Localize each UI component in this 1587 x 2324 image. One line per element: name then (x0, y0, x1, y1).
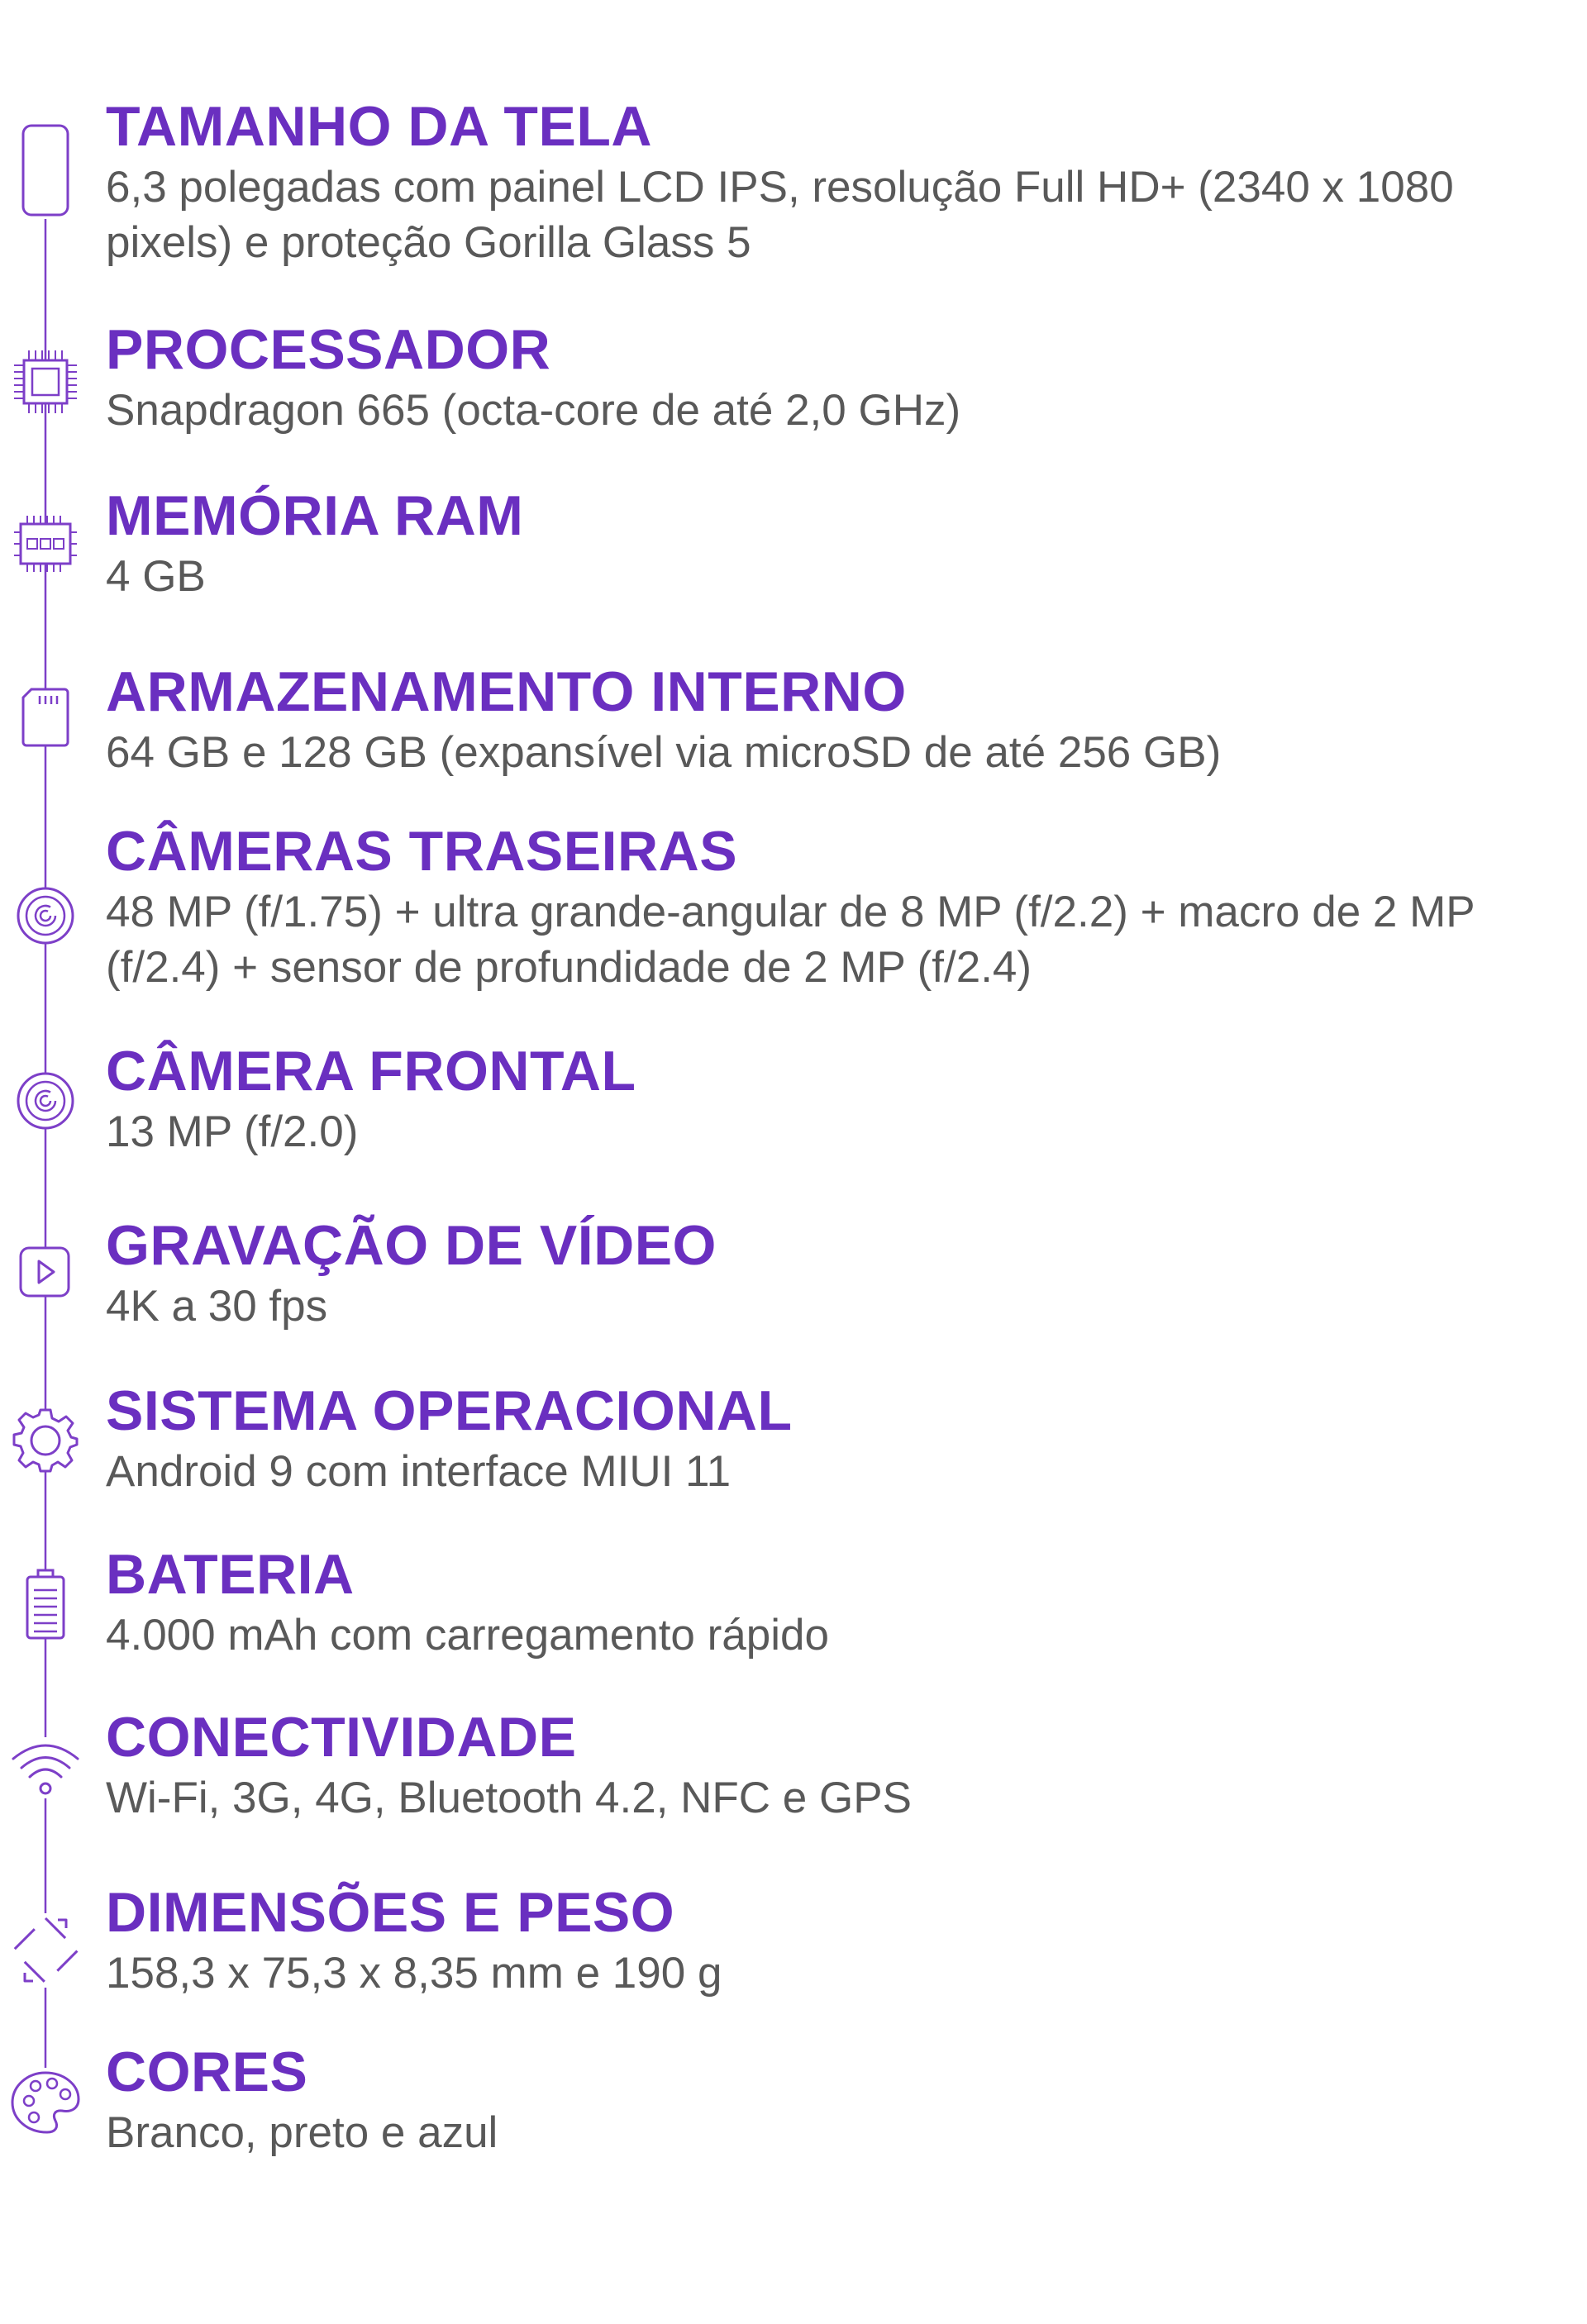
spec-value: Branco, preto e azul (106, 2108, 498, 2157)
spec-screen-size (106, 93, 1569, 270)
spec-value: Wi-Fi, 3G, 4G, Bluetooth 4.2, NFC e GPS (106, 1774, 912, 1822)
spec-value: 4.000 mAh com carregamento rápido (106, 1611, 829, 1660)
spec-connectivity (106, 1704, 1569, 1826)
spec-title: CÂMERA FRONTAL (106, 1040, 636, 1102)
spec-title: ARMAZENAMENTO INTERNO (106, 660, 907, 723)
camera-lens-icon (14, 884, 77, 947)
phone-icon (17, 121, 74, 220)
spec-title: CÂMERAS TRASEIRAS (106, 820, 738, 883)
spec-video-recording (106, 1212, 1569, 1334)
spec-title: CONECTIVIDADE (106, 1706, 577, 1769)
processor-chip-icon (11, 347, 80, 417)
spec-value: 13 MP (f/2.0) (106, 1107, 359, 1156)
spec-value: 158,3 x 75,3 x 8,35 mm e 190 g (106, 1949, 722, 1998)
spec-value: 64 GB e 128 GB (expansível via microSD de até 256 GB) (106, 728, 1222, 777)
spec-value: Android 9 com interface MIUI 11 (106, 1447, 732, 1496)
spec-title: SISTEMA OPERACIONAL (106, 1379, 793, 1442)
spec-dimensions-weight (106, 1879, 1569, 2001)
wifi-icon (8, 1737, 83, 1798)
spec-title: TAMANHO DA TELA (106, 95, 652, 158)
spec-value: 4 GB (106, 552, 206, 601)
spec-operating-system (106, 1378, 1569, 1499)
spec-colors (106, 2039, 1569, 2160)
spec-front-camera (106, 1038, 1569, 1160)
spec-title: BATERIA (106, 1543, 355, 1606)
spec-storage (106, 659, 1569, 780)
spec-title: GRAVAÇÃO DE VÍDEO (106, 1214, 717, 1277)
spec-value: 48 MP (f/1.75) + ultra grande-angular de 8 MP (f/2.2) + macro de 2 MP (f/2.4) + sensor de profundidade de 2 MP (f/2.4) (106, 888, 1475, 992)
spec-title: CORES (106, 2041, 308, 2103)
memory-chip-icon (12, 511, 79, 577)
spec-value: 4K a 30 fps (106, 1282, 328, 1331)
battery-icon (22, 1567, 69, 1641)
camera-lens-icon (14, 1069, 77, 1132)
spec-title: DIMENSÕES E PESO (106, 1881, 675, 1944)
spec-ram (106, 483, 1569, 604)
spec-value: Snapdragon 665 (octa-core de até 2,0 GHz) (106, 386, 961, 435)
spec-title: MEMÓRIA RAM (106, 484, 524, 547)
gear-icon (11, 1405, 80, 1474)
video-play-icon (17, 1245, 72, 1299)
spec-value: 6,3 polegadas com painel LCD IPS, resolução Full HD+ (2340 x 1080 pixels) e proteção Gorilla Glass 5 (106, 163, 1454, 267)
spec-battery (106, 1541, 1569, 1663)
spec-rear-cameras (106, 818, 1569, 995)
palette-icon (9, 2068, 82, 2137)
spec-title: PROCESSADOR (106, 318, 551, 381)
spec-processor (106, 317, 1569, 438)
resize-arrows-icon (8, 1913, 83, 1988)
sd-card-icon (20, 686, 71, 749)
